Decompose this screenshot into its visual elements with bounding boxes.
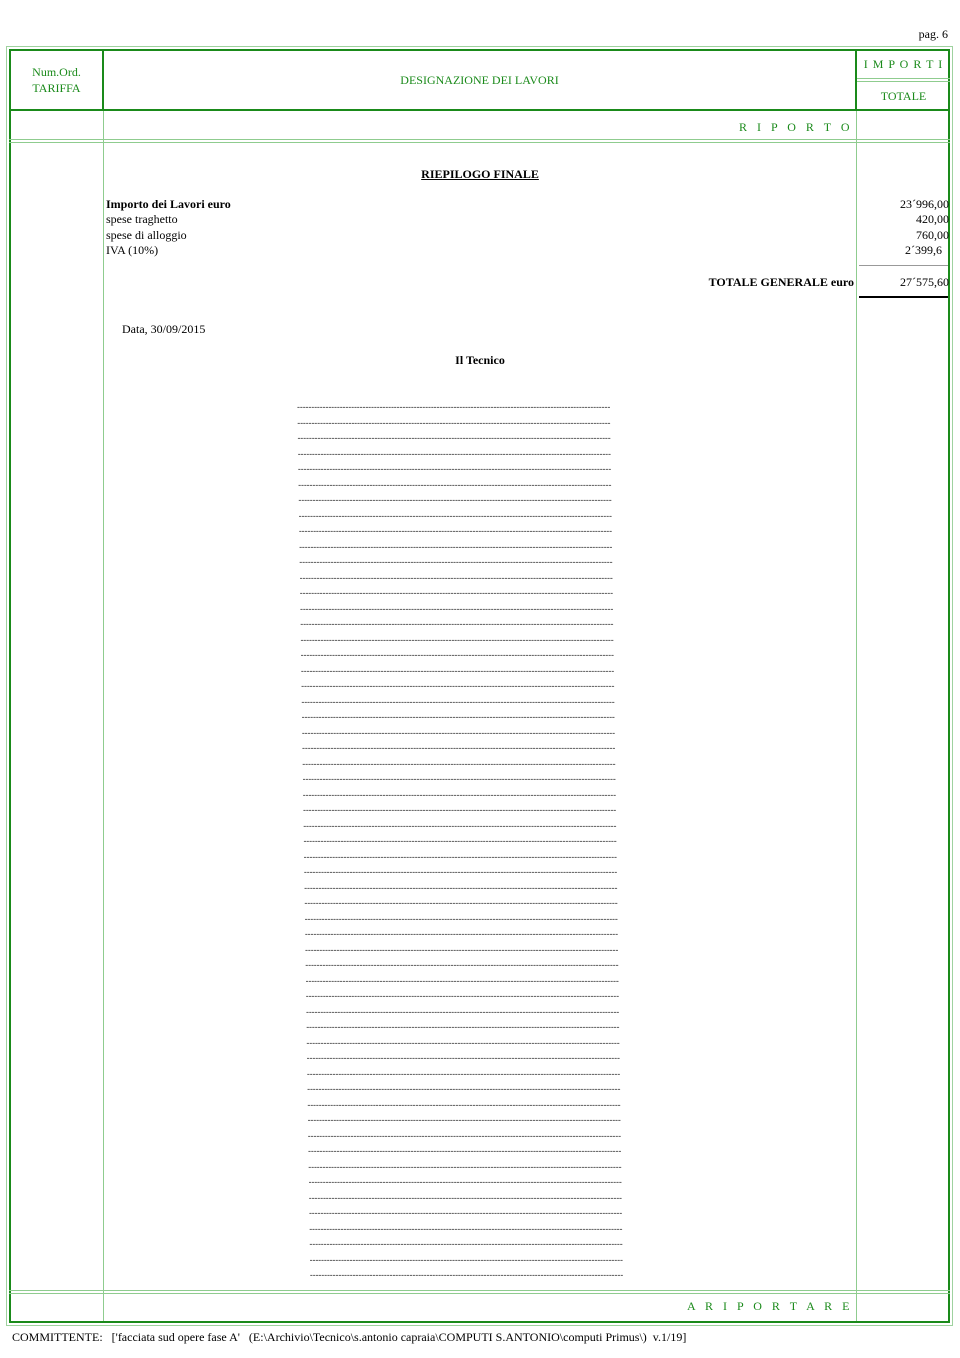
header-designazione: DESIGNAZIONE DEI LAVORI: [400, 73, 559, 87]
dashed-line: --------------------------------------------------------------------------------------------------------------: [307, 1130, 621, 1141]
dashed-line: --------------------------------------------------------------------------------------------------------------: [303, 836, 617, 846]
header-divider: [9, 109, 950, 111]
dashed-line: --------------------------------------------------------------------------------------------------------------: [306, 1068, 621, 1079]
summary-row-value: 760,00: [916, 228, 949, 242]
dashed-line: --------------------------------------------------------------------------------------------------------------: [299, 557, 613, 567]
dashed-line: --------------------------------------------------------------------------------------------------------------: [297, 448, 611, 459]
col-divider-left: [103, 111, 104, 1321]
header-num-ord: [11, 64, 102, 96]
dashed-line: --------------------------------------------------------------------------------------------------------------: [309, 1270, 624, 1280]
summary-row-value: 2´399,6: [905, 243, 942, 257]
dashed-line: --------------------------------------------------------------------------------------------------------------: [297, 464, 612, 474]
dashed-line: --------------------------------------------------------------------------------------------------------------: [305, 944, 619, 955]
summary-row-label: spese di alloggio: [106, 228, 187, 242]
dashed-line: --------------------------------------------------------------------------------------------------------------: [308, 1177, 622, 1187]
dashed-line: --------------------------------------------------------------------------------------------------------------: [304, 929, 618, 939]
dashed-line: --------------------------------------------------------------------------------------------------------------: [301, 712, 615, 722]
dashed-line: --------------------------------------------------------------------------------------------------------------: [304, 898, 618, 908]
dashed-line: --------------------------------------------------------------------------------------------------------------: [300, 665, 615, 676]
total-value: 27´575,60: [900, 275, 949, 289]
summary-row-label: Importo dei Lavori euro: [106, 197, 231, 211]
dashed-line: --------------------------------------------------------------------------------------------------------------: [297, 402, 611, 412]
dashed-line: --------------------------------------------------------------------------------------------------------------: [309, 1254, 623, 1265]
summary-title: RIEPILOGO FINALE: [421, 167, 539, 181]
riporto-divider-1: [9, 139, 950, 140]
header-totale: TOTALE: [880, 89, 927, 103]
riporto-divider-2: [9, 142, 950, 143]
dashed-line: --------------------------------------------------------------------------------------------------------------: [300, 650, 614, 660]
dashed-line: --------------------------------------------------------------------------------------------------------------: [302, 758, 616, 769]
dashed-line: --------------------------------------------------------------------------------------------------------------: [297, 433, 611, 443]
date-line: Data, 30/09/2015: [122, 322, 206, 336]
signature-title: Il Tecnico: [455, 353, 505, 367]
dashed-line: --------------------------------------------------------------------------------------------------------------: [305, 991, 619, 1001]
dashed-line: --------------------------------------------------------------------------------------------------------------: [306, 1022, 620, 1032]
dashed-line: --------------------------------------------------------------------------------------------------------------: [304, 913, 618, 924]
dashed-line: --------------------------------------------------------------------------------------------------------------: [302, 789, 616, 800]
summary-row-value: 420,00: [916, 212, 949, 226]
dashed-line: --------------------------------------------------------------------------------------------------------------: [308, 1161, 622, 1172]
total-label: TOTALE GENERALE euro: [708, 275, 854, 289]
dashed-line: --------------------------------------------------------------------------------------------------------------: [308, 1192, 622, 1203]
footer-committente: COMMITTENTE: ['facciata sud opere fase A' (E:\Archivio\Tecnico\s.antonio capraia\COMPUTI S.ANTONIO\computi Primus\) v.1/19]: [12, 1330, 687, 1344]
dashed-line: --------------------------------------------------------------------------------------------------------------: [303, 851, 617, 862]
dashed-line: --------------------------------------------------------------------------------------------------------------: [298, 510, 612, 521]
summary-row-label: spese traghetto: [106, 212, 178, 226]
ariportare-divider-1: [9, 1290, 950, 1291]
dashed-line: --------------------------------------------------------------------------------------------------------------: [301, 727, 616, 738]
dashed-line: --------------------------------------------------------------------------------------------------------------: [308, 1146, 622, 1156]
dashed-line: --------------------------------------------------------------------------------------------------------------: [304, 882, 618, 893]
dashed-line: --------------------------------------------------------------------------------------------------------------: [297, 417, 611, 428]
dashed-line: --------------------------------------------------------------------------------------------------------------: [303, 867, 618, 877]
dashed-line: --------------------------------------------------------------------------------------------------------------: [300, 619, 614, 629]
page-number: pag. 6: [918, 27, 948, 41]
header-tariffa-label: TARIFFA: [32, 81, 81, 95]
dashed-line: --------------------------------------------------------------------------------------------------------------: [298, 479, 612, 490]
subtotal-separator: [859, 265, 948, 266]
total-separator: [859, 296, 948, 298]
dashed-line: --------------------------------------------------------------------------------------------------------------: [308, 1208, 623, 1218]
dashed-line: --------------------------------------------------------------------------------------------------------------: [298, 495, 612, 505]
dashed-line: --------------------------------------------------------------------------------------------------------------: [302, 743, 616, 753]
dashed-line: --------------------------------------------------------------------------------------------------------------: [300, 634, 614, 645]
header-importi: I M P O R T I: [863, 57, 944, 71]
dashed-line: --------------------------------------------------------------------------------------------------------------: [305, 960, 619, 970]
dashed-line: --------------------------------------------------------------------------------------------------------------: [298, 526, 613, 536]
dashed-line: --------------------------------------------------------------------------------------------------------------: [309, 1223, 623, 1234]
a-riportare-label: A R I P O R T A R E: [687, 1299, 853, 1313]
dashed-line: --------------------------------------------------------------------------------------------------------------: [302, 805, 617, 815]
dashed-line: --------------------------------------------------------------------------------------------------------------: [307, 1115, 621, 1125]
dashed-line: --------------------------------------------------------------------------------------------------------------: [306, 1053, 620, 1063]
dashed-line: --------------------------------------------------------------------------------------------------------------: [305, 975, 619, 986]
dashed-line: --------------------------------------------------------------------------------------------------------------: [299, 541, 613, 552]
dashed-line: --------------------------------------------------------------------------------------------------------------: [299, 588, 613, 598]
dashed-line: --------------------------------------------------------------------------------------------------------------: [307, 1099, 621, 1110]
riporto-label: R I P O R T O: [739, 120, 853, 134]
header-num-ord-label: Num.Ord.: [32, 65, 81, 79]
summary-row-label: IVA (10%): [106, 243, 159, 257]
col-divider-right: [856, 111, 857, 1321]
dashed-line: --------------------------------------------------------------------------------------------------------------: [305, 1006, 620, 1017]
dashed-line: --------------------------------------------------------------------------------------------------------------: [307, 1084, 621, 1094]
dashed-line: --------------------------------------------------------------------------------------------------------------: [309, 1239, 623, 1249]
summary-row-value: 23´996,00: [900, 197, 949, 211]
dashed-line: --------------------------------------------------------------------------------------------------------------: [301, 696, 615, 707]
dashed-line: --------------------------------------------------------------------------------------------------------------: [302, 774, 616, 784]
importi-divider-2: [857, 81, 950, 82]
ariportare-divider-2: [9, 1293, 950, 1294]
dashed-line: --------------------------------------------------------------------------------------------------------------: [299, 603, 614, 614]
dashed-line: --------------------------------------------------------------------------------------------------------------: [306, 1037, 620, 1048]
dashed-line: --------------------------------------------------------------------------------------------------------------: [303, 820, 617, 831]
importi-divider-1: [857, 78, 950, 79]
dashed-line: --------------------------------------------------------------------------------------------------------------: [299, 572, 613, 583]
dashed-line: --------------------------------------------------------------------------------------------------------------: [301, 681, 615, 691]
